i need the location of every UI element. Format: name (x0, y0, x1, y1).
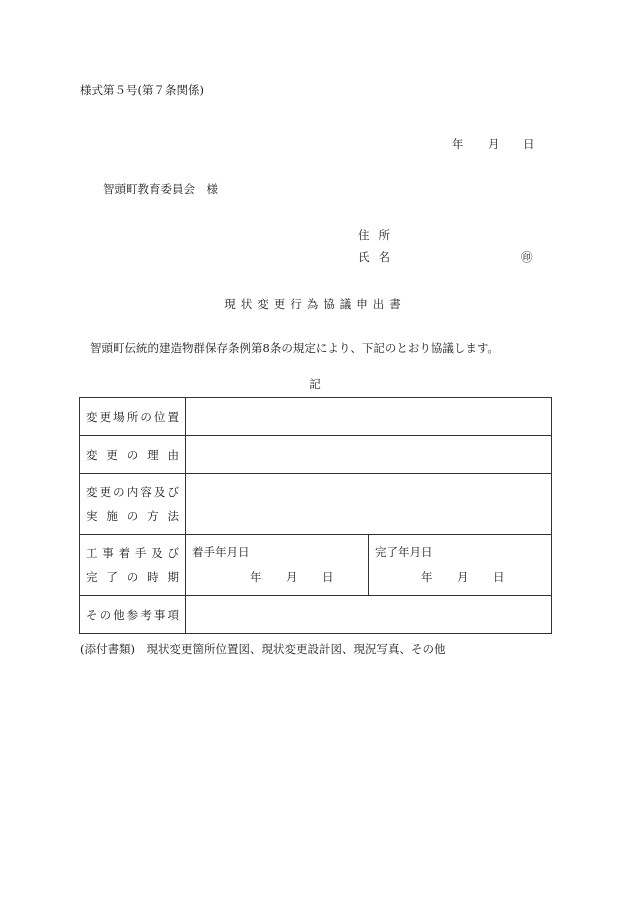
label-char: の (126, 447, 139, 462)
row-label-line2 (80, 504, 185, 528)
end-year-label: 年 (421, 570, 433, 584)
label-char: 了 (106, 570, 118, 584)
row-label-line2 (80, 565, 185, 589)
label-char: び (167, 485, 179, 499)
label-char: 事 (102, 546, 114, 560)
start-date-field[interactable] (186, 535, 369, 596)
addressee: 智頭町教育委員会 様 (103, 182, 218, 196)
label-char: 期 (167, 570, 179, 584)
label-char: 更 (99, 409, 112, 424)
start-day-label: 日 (322, 570, 334, 584)
row-label (80, 405, 185, 429)
label-char: 所 (126, 409, 139, 424)
label-char: 工 (86, 546, 98, 560)
end-date-label: 完了年月日 (375, 545, 433, 559)
label-char: び (167, 546, 179, 560)
end-month-label: 月 (457, 570, 469, 584)
date-month-label: 月 (488, 137, 500, 151)
date-day-label: 日 (523, 137, 535, 151)
label-char: 置 (167, 409, 179, 424)
label-char: 着 (118, 546, 131, 560)
change-reason-field[interactable] (186, 436, 552, 474)
label-char: の (126, 570, 139, 584)
table-row (80, 535, 552, 596)
label-char: 変 (86, 485, 98, 499)
label-char: の (99, 607, 112, 622)
change-location-field[interactable] (186, 398, 552, 436)
start-year-label: 年 (250, 570, 262, 584)
start-month-label: 月 (286, 570, 298, 584)
body-text: 智頭町伝統的建造物群保存条例第8条の規定により、下記のとおり協議します。 (90, 341, 499, 355)
label-char: 施 (106, 509, 118, 523)
attachments-note: (添付書類) 現状変更箇所位置図、現状変更設計図、現況写真、その他 (80, 642, 446, 656)
name-label: 氏名 (358, 250, 399, 264)
label-char: 時 (147, 570, 159, 584)
label-char: 参 (126, 607, 139, 622)
label-char: 更 (99, 485, 112, 499)
label-char: 及 (151, 546, 163, 560)
label-char: 場 (113, 409, 125, 424)
change-content-field[interactable] (186, 474, 552, 535)
seal-mark: ㊞ (521, 250, 533, 264)
label-char: 理 (147, 447, 159, 462)
address-label: 住所 (358, 228, 399, 242)
label-char: 方 (147, 509, 159, 523)
label-char: 考 (140, 607, 152, 622)
label-change-content (80, 474, 186, 535)
table-row (80, 436, 552, 474)
label-char: 実 (86, 509, 98, 523)
table-row (80, 474, 552, 535)
label-char: 由 (167, 447, 179, 462)
label-char: 変 (86, 409, 98, 424)
label-other-reference (80, 596, 186, 634)
end-date-field[interactable] (369, 535, 552, 596)
table-row (80, 596, 552, 634)
label-char: の (126, 509, 139, 523)
label-char: 事 (153, 607, 166, 622)
label-char: 位 (153, 409, 166, 424)
label-char: の (113, 485, 125, 499)
other-reference-field[interactable] (186, 596, 552, 634)
date-year-label: 年 (452, 137, 464, 151)
application-table (79, 397, 552, 634)
label-char: 他 (113, 607, 125, 622)
label-char: 法 (167, 509, 179, 523)
label-char: 及 (153, 485, 166, 499)
label-char: 完 (86, 570, 98, 584)
ki-heading: 記 (309, 377, 321, 391)
row-label-line1 (80, 480, 185, 504)
row-label (80, 443, 185, 467)
label-change-reason (80, 436, 186, 474)
table-row (80, 398, 552, 436)
label-char: 更 (106, 447, 118, 462)
label-char: の (140, 409, 152, 424)
start-date-label: 着手年月日 (192, 545, 250, 559)
document-title: 現状変更行為協議申出書 (224, 297, 406, 311)
label-char: 手 (134, 546, 147, 560)
label-char: 内 (126, 485, 139, 499)
label-char: そ (86, 607, 98, 622)
form-number: 様式第５号(第７条関係) (80, 83, 204, 97)
label-construction-period (80, 535, 186, 596)
end-day-label: 日 (493, 570, 505, 584)
label-char: 容 (140, 485, 152, 499)
row-label-line1 (80, 541, 185, 565)
row-label (80, 603, 185, 627)
label-char: 項 (167, 607, 179, 622)
label-change-location (80, 398, 186, 436)
label-char: 変 (86, 447, 98, 462)
